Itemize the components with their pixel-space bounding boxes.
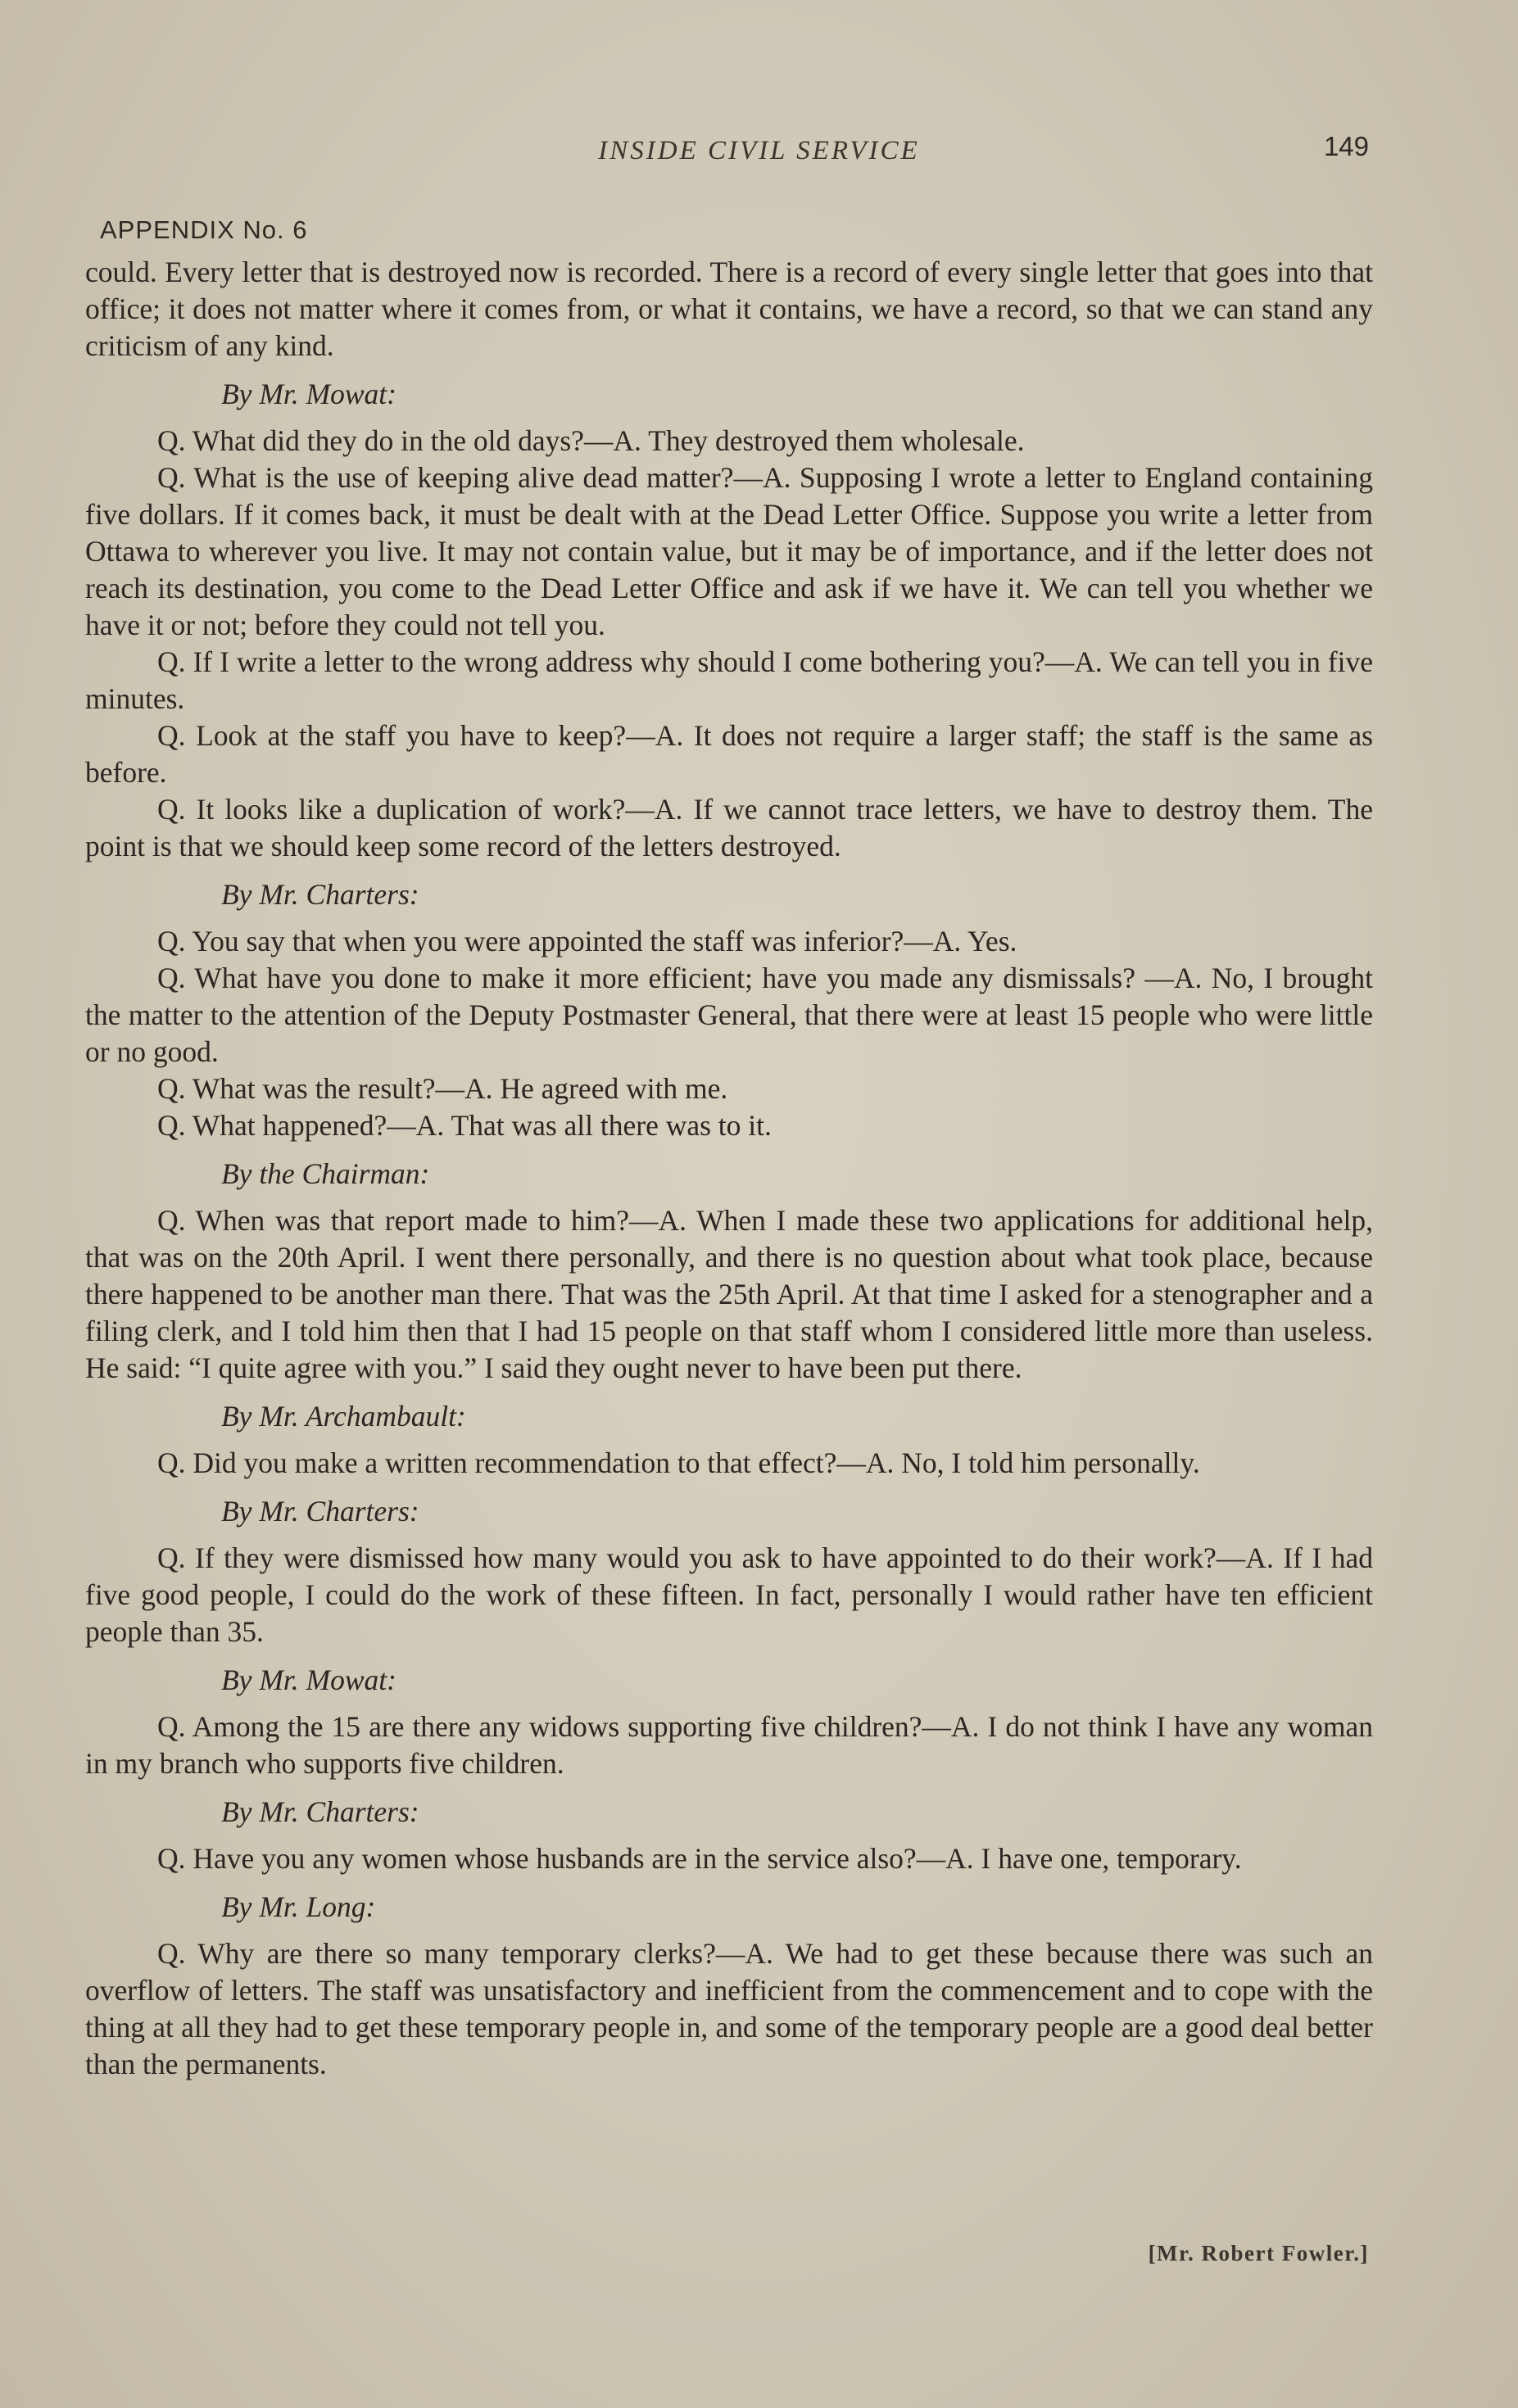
speaker-heading: By Mr. Mowat: xyxy=(221,1663,396,1696)
speaker-heading: By Mr. Charters: xyxy=(221,1795,419,1828)
paragraph: Q. Look at the staff you have to keep?—A. It does not require a larger staff; the staff is the same as before. xyxy=(85,719,1373,789)
paragraph: Q. What is the use of keeping alive dead matter?—A. Supposing I wrote a letter to England containing five dollars. If it comes back, it must be dealt with at the Dead Letter Office. Suppose you write a letter from Ottawa to wherever you live. It may not contain value, but it may be of importance, and if the letter does not reach its destination, you come to the Dead Letter Office and ask if we have it. We can tell you whether we have it or not; before they could not tell you. xyxy=(85,461,1373,641)
speaker-heading: By Mr. Charters: xyxy=(221,878,419,911)
speaker-heading: By Mr. Long: xyxy=(221,1890,376,1923)
paragraph: Q. You say that when you were appointed the staff was inferior?—A. Yes. xyxy=(157,925,1017,957)
paragraph: could. Every letter that is destroyed now is recorded. There is a record of every single letter that goes into that office; it does not matter where it comes from, or what it contains, we have a record, so that we can stand any criticism of any kind. xyxy=(85,256,1373,362)
paragraph: Q. Among the 15 are there any widows supporting five children?—A. I do not think I have any woman in my branch who supports five children. xyxy=(85,1710,1373,1780)
paragraph: Q. Have you any women whose husbands are in the service also?—A. I have one, temporary. xyxy=(157,1842,1242,1875)
paragraph: Q. Did you make a written recommendation to that effect?—A. No, I told him personally. xyxy=(157,1446,1200,1479)
speaker-heading: By the Chairman: xyxy=(221,1157,430,1190)
page-number: 149 xyxy=(1323,131,1369,161)
paragraph: Q. What happened?—A. That was all there was to it. xyxy=(157,1109,772,1142)
paragraph: Q. It looks like a duplication of work?—A. If we cannot trace letters, we have to destroy them. The point is that we should keep some record of the letters destroyed. xyxy=(85,793,1373,862)
paragraph: Q. What did they do in the old days?—A. They destroyed them wholesale. xyxy=(157,424,1025,457)
witness-credit: [Mr. Robert Fowler.] xyxy=(1148,2241,1369,2265)
testimony-body xyxy=(85,254,1373,2083)
speaker-heading: By Mr. Charters: xyxy=(221,1495,419,1528)
paragraph: Q. What was the result?—A. He agreed with me. xyxy=(157,1072,728,1105)
paragraph: Q. If they were dismissed how many would you ask to have appointed to do their work?—A. If I had five good people, I could do the work of these fifteen. In fact, personally I would rather have ten efficient people than 35. xyxy=(85,1541,1373,1648)
paragraph: Q. If I write a letter to the wrong address why should I come bothering you?—A. We can tell you in five minutes. xyxy=(85,645,1373,715)
appendix-label: APPENDIX No. 6 xyxy=(100,215,308,244)
speaker-heading: By Mr. Archambault: xyxy=(221,1400,466,1433)
paragraph: Q. When was that report made to him?—A. When I made these two applications for additional help, that was on the 20th April. I went there personally, and there is no question about what took place, because there happened to be another man there. That was the 25th April. At that time I asked for a stenographer and a filing clerk, and I told him then that I had 15 people on that staff whom I considered little more than useless. He said: “I quite agree with you.” I said they ought never to have been put there. xyxy=(85,1204,1373,1384)
speaker-heading: By Mr. Mowat: xyxy=(221,378,396,410)
paragraph: Q. Why are there so many temporary clerks?—A. We had to get these because there was such an overflow of letters. The staff was unsatisfactory and inefficient from the commencement and to cope with the thing at all they had to get these temporary people in, and some of the temporary people are a good deal better than the permanents. xyxy=(85,1937,1373,2080)
running-head: INSIDE CIVIL SERVICE xyxy=(598,136,920,165)
paragraph: Q. What have you done to make it more efficient; have you made any dismissals? —A. No, I brought the matter to the attention of the Deputy Postmaster General, that there were at least 15 people who were little or no good. xyxy=(85,962,1373,1068)
